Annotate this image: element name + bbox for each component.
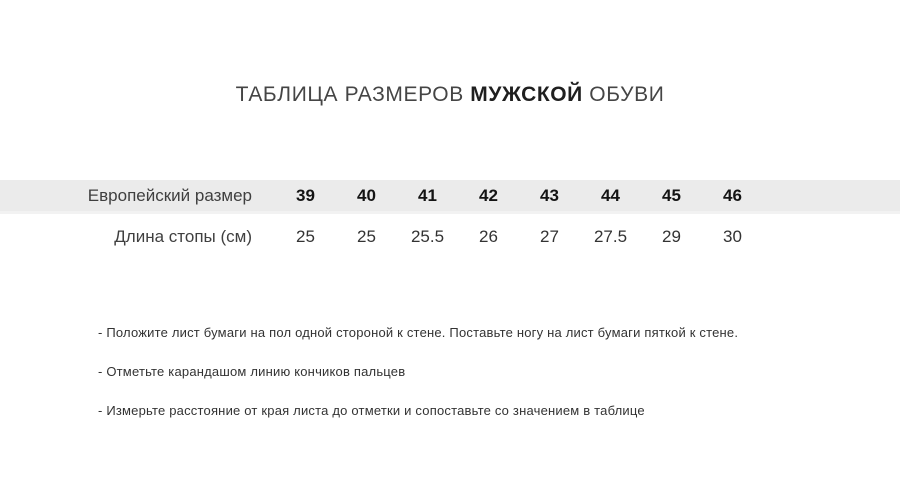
instruction-item: - Измерьте расстояние от края листа до отметки и сопоставьте со значением в таблице [98,403,645,418]
instruction-item: - Отметьте карандашом линию кончиков пальцев [98,364,406,379]
length-cell: 25 [296,227,315,246]
length-cell: 29 [662,227,681,246]
page-title-highlight: МУЖСКОЙ [470,83,583,106]
length-cell: 27.5 [593,227,628,246]
size-cell: 46 [723,185,742,205]
length-cell: 25.5 [410,227,445,246]
length-cell: 30 [723,227,742,246]
page-title-suffix: ОБУВИ [582,83,665,106]
size-cell: 45 [662,185,681,205]
table-row-foot-lengths [0,214,900,260]
size-cell: 44 [601,185,620,205]
length-cell: 25 [357,227,376,246]
instruction-item: - Положите лист бумаги на пол одной стороной к стене. Поставьте ногу на лист бумаги пяткой к стене. [98,325,739,340]
length-cell: 26 [479,227,498,246]
table-row-eu-sizes [0,180,900,214]
size-cell: 39 [296,185,315,205]
size-table [0,180,900,260]
row-label-eu-size: Европейский размер [87,185,252,205]
measurement-instructions [0,326,900,418]
length-cell: 27 [540,227,559,246]
page-title-prefix: ТАБЛИЦА РАЗМЕРОВ [235,83,471,106]
row-label-foot-length: Длина стопы (см) [114,227,252,246]
page-title [0,82,900,107]
size-cell: 40 [357,185,376,205]
size-chart-page [0,82,900,500]
size-cell: 43 [540,185,559,205]
size-cell: 41 [418,185,437,205]
size-cell: 42 [479,185,498,205]
